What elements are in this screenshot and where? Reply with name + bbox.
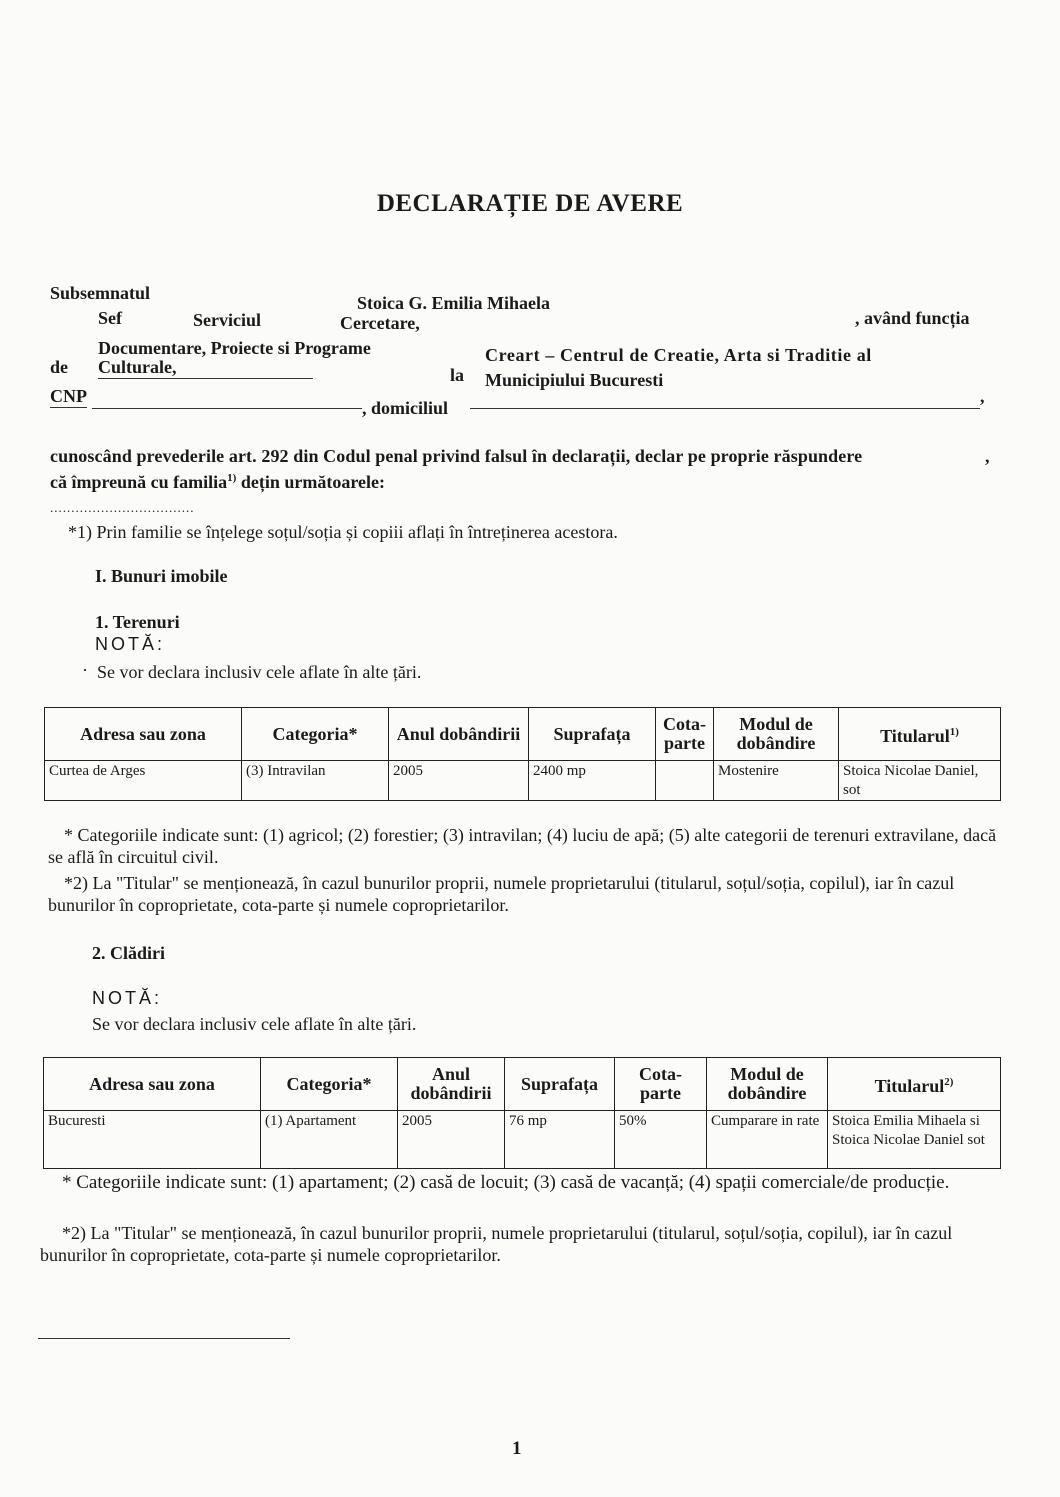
terenuri-nota: NOTĂ:: [95, 634, 166, 654]
page-number: 1: [512, 1438, 522, 1459]
functie-documentare: Documentare, Proiecte si Programe: [98, 338, 371, 358]
cell-suprafata: 2400 mp: [529, 761, 656, 801]
intro-text-3: dețin următoarele:: [236, 472, 385, 492]
functie-culturale: Culturale,: [98, 357, 313, 379]
footnote-family: *1) Prin familie se înțelege soțul/soția și copiii aflați în întreținerea acestora.: [68, 522, 618, 542]
cladiri-nota: NOTĂ:: [92, 988, 163, 1008]
cell-categoria: (1) Apartament: [261, 1111, 398, 1169]
document-title: DECLARAȚIE DE AVERE: [376, 190, 684, 217]
footnote-separator: [38, 1338, 290, 1339]
cnp-field-line: [92, 408, 362, 409]
cell-modul: Cumparare in rate: [707, 1111, 828, 1169]
cell-anul: 2005: [389, 761, 529, 801]
table-row: [45, 761, 1001, 801]
col-titular-label: Titularul: [880, 725, 950, 746]
functie-sef: Sef: [98, 308, 122, 328]
intro-line2: [50, 472, 385, 493]
table-header-row: [45, 708, 1001, 761]
cell-titular: Stoica Nicolae Daniel, sot: [839, 761, 1001, 801]
institutie-line2: Municipiului Bucuresti: [485, 370, 664, 390]
cell-categoria: (3) Intravilan: [242, 761, 389, 801]
functie-cercetare: Cercetare,: [340, 313, 420, 333]
dotted-separator: ..................................: [50, 500, 195, 515]
section-bunuri-imobile: I. Bunuri imobile: [95, 566, 228, 586]
intro-superscript: 1): [227, 472, 237, 484]
terenuri-note-titular: *2) La "Titular" se menționează, în cazul bunurilor proprii, numele proprietarului (titularul, soțul/soția, copilul), iar în cazul bunurilor în coproprietate, cota-parte și numele coproprietarilor.: [48, 873, 955, 915]
bullet-point: ·: [82, 660, 88, 680]
declarant-name: Stoica G. Emilia Mihaela: [357, 293, 550, 313]
col-titular-sup: 2): [944, 1075, 954, 1088]
intro-text-1: cunoscând prevederile art. 292 din Codul penal privind falsul în declarații, declar pe proprie răspundere: [50, 446, 863, 466]
cell-cota: [656, 761, 714, 801]
cladiri-note-titular: *2) La "Titular" se menționează, în cazul bunurilor proprii, numele proprietarului (titularul, soțul/soția, copilul), iar în cazul bunurilor în coproprietate, cota-parte și numele coproprietarilor.: [40, 1223, 953, 1265]
functie-serviciul: Serviciul: [193, 310, 261, 330]
col-anul: Anul dobândirii: [398, 1058, 505, 1111]
cell-modul: Mostenire: [714, 761, 839, 801]
intro-line1: [50, 446, 990, 467]
col-adresa: Adresa sau zona: [45, 708, 242, 761]
la-label: la: [450, 365, 465, 385]
cladiri-heading: 2. Clădiri: [92, 943, 166, 963]
col-suprafata: Suprafața: [529, 708, 656, 761]
domiciliu-field-line: [470, 408, 980, 409]
terenuri-heading: 1. Terenuri: [95, 612, 180, 632]
cell-adresa: Bucuresti: [44, 1111, 261, 1169]
cell-adresa: Curtea de Arges: [45, 761, 242, 801]
header-comma: ,: [980, 386, 985, 406]
col-anul: Anul dobândirii: [389, 708, 529, 761]
col-titular: [828, 1058, 1001, 1111]
cell-anul: 2005: [398, 1111, 505, 1169]
subsemnatul-label: Subsemnatul: [50, 283, 151, 303]
col-cota: Cota-parte: [656, 708, 714, 761]
col-modul: Modul de dobândire: [714, 708, 839, 761]
col-titular: [839, 708, 1001, 761]
terenuri-nota-text: Se vor declara inclusiv cele aflate în alte țări.: [97, 662, 422, 682]
col-cota: Cota-parte: [615, 1058, 707, 1111]
table-header-row: [44, 1058, 1001, 1111]
col-adresa: Adresa sau zona: [44, 1058, 261, 1111]
intro-text-2: că împreună cu familia: [50, 472, 228, 492]
col-titular-sup: 1): [949, 725, 959, 738]
domiciliul-label: , domiciliul: [362, 398, 449, 418]
table-row: [44, 1111, 1001, 1169]
cnp-label: CNP: [50, 386, 87, 406]
cell-cota: 50%: [615, 1111, 707, 1169]
col-categoria: Categoria*: [242, 708, 389, 761]
cladiri-table: [43, 1057, 1001, 1169]
col-modul: Modul de dobândire: [707, 1058, 828, 1111]
cladiri-note-categorii: * Categoriile indicate sunt: (1) apartament; (2) casă de locuit; (3) casă de vacanță; (4) spații comerciale/de producție.: [62, 1172, 950, 1193]
cladiri-nota-text: Se vor declara inclusiv cele aflate în alte țări.: [92, 1014, 417, 1034]
cell-titular: Stoica Emilia Mihaela si Stoica Nicolae Daniel sot: [828, 1111, 1001, 1169]
col-titular-label: Titularul: [874, 1075, 945, 1096]
avand-functia-label: , având funcția: [855, 308, 970, 328]
cell-suprafata: 76 mp: [505, 1111, 615, 1169]
intro-comma: ,: [985, 446, 990, 466]
terenuri-table: [44, 707, 1001, 801]
col-suprafata: Suprafața: [505, 1058, 615, 1111]
col-categoria: Categoria*: [261, 1058, 398, 1111]
de-label: de: [50, 357, 68, 377]
terenuri-note-categorii: * Categoriile indicate sunt: (1) agricol; (2) forestier; (3) intravilan; (4) luciu de apă; (5) alte categorii de terenuri extravilane, dacă se află în circuitul civil.: [48, 825, 997, 867]
institutie-line1: Creart – Centrul de Creatie, Arta si Traditie al: [485, 345, 872, 365]
